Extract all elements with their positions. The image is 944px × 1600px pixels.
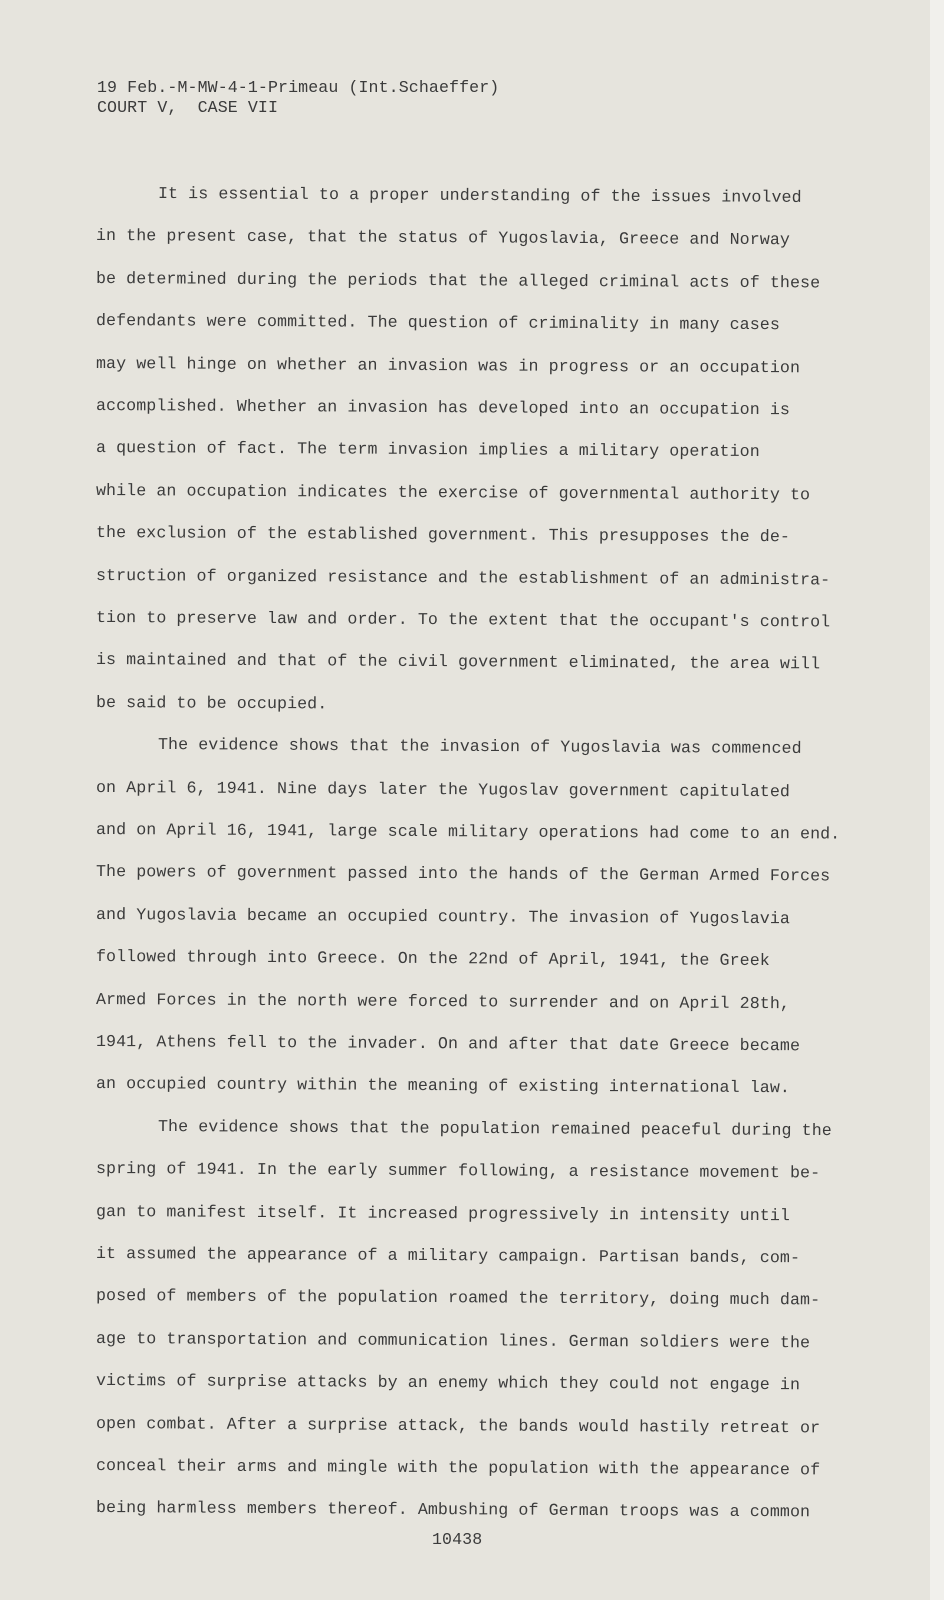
paragraph-3-line: posed of members of the population roamed the territory, doing much dam- <box>95 1286 821 1310</box>
paragraph-1-line: may well hinge on whether an invasion was in progress or an occupation <box>95 353 801 377</box>
paragraph-2-line: 1941, Athens fell to the invader. On and after that date Greece became <box>95 1032 801 1056</box>
paragraph-3-line: it assumed the appearance of a military campaign. Partisan bands, com- <box>95 1244 801 1268</box>
paragraph-3-line: The evidence shows that the population remained peaceful during the <box>157 1116 832 1140</box>
paragraph-1-line: a question of fact. The term invasion implies a military operation <box>95 438 760 462</box>
paragraph-2-line: The powers of government passed into the hands of the German Armed Forces <box>95 862 831 886</box>
paragraph-2-line: followed through into Greece. On the 22nd of April, 1941, the Greek <box>95 947 770 971</box>
paragraph-3-line: spring of 1941. In the early summer following, a resistance movement be- <box>95 1159 821 1183</box>
paragraph-2-line: Armed Forces in the north were forced to surrender and on April 28th, <box>95 989 791 1013</box>
paragraph-1-line: be determined during the periods that the alleged criminal acts of these <box>95 268 821 293</box>
paragraph-3-line: victims of surprise attacks by an enemy which they could not engage in <box>95 1371 801 1395</box>
paragraph-1-line: It is essential to a proper understanding of the issues involved <box>157 184 802 207</box>
paragraph-1-line: the exclusion of the established government. This presupposes the de- <box>95 523 791 547</box>
header-line-1: 19 Feb.-M-MW-4-1-Primeau (Int.Schaeffer) <box>97 78 500 97</box>
paragraph-2-line: The evidence shows that the invasion of Yugoslavia was commenced <box>157 735 802 759</box>
paragraph-2-line: an occupied country within the meaning of existing international law. <box>95 1074 791 1098</box>
paragraph-3-line: gan to manifest itself. It increased progressively in intensity until <box>95 1201 791 1225</box>
paragraph-3-line: being harmless members thereof. Ambushing of German troops was a common <box>95 1498 811 1522</box>
page-edge <box>930 0 944 1600</box>
paragraph-2-line: and on April 16, 1941, large scale military operations had come to an end. <box>95 820 841 844</box>
paragraph-3-line: conceal their arms and mingle with the population with the appearance of <box>95 1456 821 1480</box>
page-number: 10438 <box>432 1530 483 1549</box>
paragraph-1-line: be said to be occupied. <box>95 692 328 714</box>
header-line-2: COURT V, CASE VII <box>97 98 279 117</box>
paragraph-2-line: and Yugoslavia became an occupied country. The invasion of Yugoslavia <box>95 904 791 929</box>
paragraph-1-line: is maintained and that of the civil government eliminated, the area will <box>95 650 821 674</box>
paragraph-3-line: age to transportation and communication lines. German soldiers were the <box>95 1328 811 1353</box>
paragraph-3-line: open combat. After a surprise attack, the bands would hastily retreat or <box>95 1413 821 1438</box>
paragraph-1-line: tion to preserve law and order. To the extent that the occupant's control <box>95 608 831 632</box>
paragraph-1-line: struction of organized resistance and the establishment of an administra- <box>95 565 831 590</box>
paragraph-2-line: on April 6, 1941. Nine days later the Yugoslav government capitulated <box>95 777 791 801</box>
paragraph-1-line: in the present case, that the status of Yugoslavia, Greece and Norway <box>95 226 791 250</box>
paragraph-1-line: accomplished. Whether an invasion has developed into an occupation is <box>95 396 791 420</box>
paragraph-1-line: while an occupation indicates the exercise of governmental authority to <box>95 480 811 505</box>
paragraph-1-line: defendants were committed. The question of criminality in many cases <box>95 311 780 335</box>
